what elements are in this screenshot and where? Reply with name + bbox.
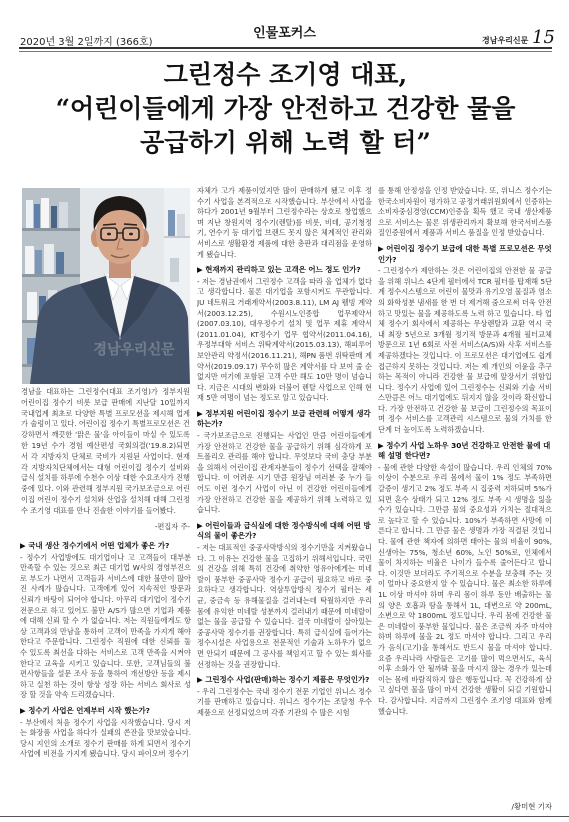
- headline-line-2: “어린이들에게 가장 안전하고 건강한 물을: [55, 94, 516, 123]
- interview-answer-continued: 자체가 고가 제품이었지만 많이 판매하게 됐고 이후 정수기 사업을 본격적으로 시작했습니다. 부산에서 사업을 하다가 2001년 9월부터 그린정수라는 상호로 창업했으며 지난 창원지역 정수기(렌탈)를 비롯, 비데, 공기청정기, 연수기 등 대기업 브랜드 못지 않은 체계적인 관리와 서비스로 생활환경 제품에 대한 총판과 대리점을 운영하게 됐습니다.: [197, 186, 372, 259]
- interview-answer: - 물에 관한 다양한 속설이 많습니다. 우리 인체의 70% 이상이 수분으로 우리 몸에서 물이 1% 정도 부족하면 갈증이 생기고 2% 정도 부족 시 집중력 저하되며 5%가 되면 혼수 상태가 되고 12% 정도 부족 시 생명을 잃을 수가 있습니다. 그만큼 물의 중요성과 가치는 절대적으로 높다고 할 수 있습니다. 10%가 부족하면 사망에 이른다고 합니다. 그 만큼 물은 생명과 가장 직결된 것입니다. 물에 관한 책자에 의하면 태아는 물의 비율이 90%, 신생아는 75%, 청소년 60%, 노인 50%로, 인체에서 물이 차지하는 비율은 나이가 들수록 줄어든다고 합니다. 이것만 보더라도 주기적으로 수분을 보충해 주는 것이 얼마나 중요한지 알 수 있습니다. 물은 최소한 하루에 1L 이상 마셔야 하며 우리 몸이 하루 동안 배출하는 물의 양은 호흡과 땀을 통해서 1L, 대변으로 약 200mL, 소변으로 약 1800mL 정도입니다. 우리 몸에 건강한 물은 미네랄이 풍부한 물입니다. 물은 조금씩 자주 마셔야 하며 하루에 물을 2L 정도 마셔야 합니다. 그리고 우리가 음식(고기)을 통해서도 반드시 물을 마셔야 합니다. 요즘 우리나라 사람들은 고기를 많이 먹으면서도, 육식 이후 소화가 안 될까봐 물을 마시지 않는 경우가 있는데 이는 몸에 바람직하지 않은 행동입니다. 꼭 건강하게 살고 싶다면 물을 많이 마셔 건강한 생활이 되길 기원합니다. 감사합니다. 지금까지 그린정수 조기영 대표와 함께 했습니다.: [378, 462, 552, 716]
- interview-question: ▶ 정부지원 어린이집 정수기 보급 관련해 어떻게 생각하는가?: [197, 408, 371, 429]
- article-column-2: [197, 186, 372, 814]
- interview-answer: - 그린정수가 제안하는 것은 어린이집의 안전한 물 공급을 위해 위니스 4단계 필터에서 TCR 필터를 탑재해 5단계 정수시스템으로 어린이 물맛과 유기오염 물질과 염소의 화학성분 냄새를 한 번 더 제거해 줌으로써 더욱 안전하고 맛있는 물을 제공하도록 노력 하고 있습니다. 타 업체 정수기 회사에서 제공하는 무상렌탈과 교환 역시 국내 최장 5년으로 3개월 정기적 방문과 4개월 필터교체 방문으로 1년 6회로 사전 서비스(A/S)와 사후 서비스를 제공하겠다는 것입니다. 이 프로모션은 대기업에도 쉽게 접근하지 못하는 것입니다. 저는 제 개인의 이윤을 추구하는 목적이 아니라 건강한 물 보급에 앞장서기 위함입니다. 정수기 사업에 있어 그린정수는 신뢰와 기술 서비스만큼은 어느 대기업에도 뒤지지 않을 것이라 확신합니다. 가장 안전하고 건강한 물 보급이 그린정수의 목표이며 정수 서비스를 고객관리 시스템으로 물의 가치를 한 단계 더 높이도록 노력하겠습니다.: [378, 266, 552, 435]
- interview-answer: - 저는 대표적인 중공사막방식의 정수기만을 지켜왔습니다. 그 이유는 건강한 물을 고집하기 위해서입니다. 국민의 건강을 위해 특히 건강에 취약한 영유아에게는 미네랄이 풍부한 중공사막 정수기 공급이 필요하고 바로 중요하다고 생각합니다. 역삼투압방식 정수기 필터는 세균, 중금속 등 유해물질을 걸러내는데 탁월하지만 우리 몸에 유익한 미네랄 성분까지 걸러내기 때문에 미네랄이 없는 물을 공급할 수 있습니다. 결국 미네랄이 살아있는 중공사막 정수기를 권장합니다. 특히 급식실에 들어가는 정수시설은 사업용으로 전문적인 기술과 노하우가 없으면 안되기 때문에 그 공사를 책임지고 할 수 있는 회사를 선정하는 것을 권장합니다.: [197, 543, 372, 669]
- header-rule: [19, 47, 552, 49]
- issue-date: 2020년 3월 2일까지 (366호): [20, 37, 153, 48]
- photo-watermark: 경남우리신문: [93, 342, 175, 358]
- header-rule-thin: [19, 51, 552, 52]
- interview-answer: - 국가보조금으로 진행되는 사업인 만큼 어린이들에게 가장 안전하고 건강한 물을 공급하기 위해 심각하게 포트폴리오 관리를 해야 합니다. 무엇보다 국비 충당 부분을 의해서 어린이집 관계자분들이 정수기 선택을 잘해야 합니다. 이 어려운 시기 만큼 원장님 여러분 중 누가 들어도 이런 정수기 사업이 아닌 이 건강한 어린이들에게 가장 안전하고 건강한 물을 제공하기 위해 노력하고 있습니다.: [197, 431, 372, 515]
- reporter-byline: /황미현 기자: [511, 802, 552, 811]
- headline-line-3: 공급하기 위해 노력 할 터”: [140, 128, 431, 157]
- portrait-photo: [22, 188, 190, 384]
- article-column-1: [20, 541, 191, 814]
- editor-note: -편집자 주-: [154, 522, 190, 531]
- footer-rule: [0, 816, 569, 817]
- interview-answer: - 부산에서 처음 정수기 사업을 시작했습니다. 당시 저는 화장품 사업을 하다가 실패의 쓴잔을 맛보았습니다. 당시 지인의 소개로 정수기 판매를 하게 되면서 정수기 사업에 비전을 가지게 됐습니다. 당시 파이오버 정수기: [20, 717, 191, 759]
- article-column-3: [378, 186, 552, 800]
- interview-answer: - 우리 그린정수는 국내 정수기 전문 기업인 위니스 정수기를 판매하고 있습니다. 위니스 정수기는 조달청 우수제품으로 선정되었으며 각종 기관의 수 많은 시험: [197, 686, 372, 717]
- interview-answer: - 정수기 사업방에도 대기업이나 고 고객들이 대부분 만족할 수 있는 것으로 최근 대기업 W사의 경영부진으로 부도가 나면서 고객들과 서비스에 대한 불만이 많아진 사례가 많습니다. 고객에게 있어 지속적인 방문과 신뢰가 바탕이 되어야 합니다. 아무리 대기업이 정수기 전문으로 하고 있어도 불만 A/S가 많으면 기업과 제품에 대해 신뢰 할 수 가 없습니다. 저는 직원들에게도 항상 고객과의 만남을 통하여 고객이 만족을 가지게 해야한다고 주문합니다. 그린정수 직원에 대한 신뢰를 둘 수 있도록 최선을 다하는 서비스로 고객 만족을 시켜야 한다고 교육을 시키고 있습니다. 또한, 고객님들의 불편사항들을 설문 조사 등을 통하여 개선방안 등을 제시하고 실천 하는 것이 항상 성장 하는 서비스 회사로 성장 할 것을 약속 드리겠습니다.: [20, 552, 191, 700]
- interview-question: ▶ 정수기 사업 노하우 30년 건강하고 안전한 물에 대해 설명 한다면?: [378, 440, 551, 461]
- interview-question: ▶ 어린이집 정수기 보급에 대한 특별 프로모션은 무엇인가?: [378, 243, 552, 264]
- lead-paragraph: 경남을 대표하는 그린정수(대표 조기영)가 정부지원 어린이집 정수기 비롯 보급 판매에 지난달 10일까지 국내업계 최초로 다양한 특별 프로모션을 제시해 업계가 술렁이고 있다. 어린이집 정수기 특별프로모션은 건강하면서 깨끗한 '맑은 물'을 아이들이 마실 수 있도록 한 19년 수가 경험 예산편성 국회의결('19.8.2)되면서 각 지방자치 단체로 국비가 지원된 사업이다. 현재 각 지방자치단체에서는 대형 어린이집 정수기 설비와 급식 설치를 하루에 수천수 이상 대한 수요조사가 진행중에 있다. 이와 관련해 정부지원 국가보조금으로 어린이집 어린이 정수기 설치와 산업을 설치해 대해 그린정수 조기영 대표를 만나 진솔한 이야기를 들어봤다.: [21, 387, 190, 515]
- interview-question: ▶ 그린정수 사업(판매)하는 정수기 제품은 무엇인가?: [197, 675, 370, 685]
- interview-answer: - 저는 경남권에서 그린정수 고객을 따라 올 업체가 없다고 생각합니다. 물론 대기업을 포함시켜도 무관합니다. JU 네트워크 거래계약서(2003.8.11), LM AJ 웰빙 계약서(2003.12.25), 수원시노인종합 업무제약서(2007.03.10), 대우정수기 설치 및 업무 제휴 계약서(2011.01.04), KT정수기 업무 협약서(2011.04.16), 우정부대학 서비스 위탁계약서(2015.03.13), 해피루어 보안관리 약정서(2016.11.21), 해PN 품번 위탁판매 계약서(2019.09.17) 무수히 많은 계약서를 다 보여 줄 순 없지만 여기에 포함된 고객 수만 해도 10만 명이 넘습니다. 지금은 시대의 변화와 더불어 렌탈 사업으로 인해 현재 5만 여명이 넘는 정도로 알고 있습니다.: [197, 276, 372, 403]
- interview-question: ▶ 현재까지 관리하고 있는 고객은 어느 정도 인가?: [197, 265, 361, 275]
- headline: [19, 58, 552, 160]
- interview-question: ▶ 국내 생산 정수기에서 어떤 업체가 좋은 가?: [20, 541, 170, 550]
- paper-name: 경남우리신문: [482, 36, 529, 45]
- interview-question: ▶ 어린이들과 급식실에 대한 정수방식에 대해 어떤 방식의 물이 좋은가?: [197, 520, 371, 541]
- headline-line-1: 그린정수 조기영 대표,: [163, 60, 408, 89]
- section-title: 인물포커스: [253, 26, 316, 41]
- interview-answer-continued: 를 통해 안정성을 인정 받았습니다. 또, 위니스 정수기는 한국소비자원이 평가하고 공정거래위원회에서 인증하는 소비자중심경영(CCM)인증을 획득 했고 국내 생산제품으로 서비스는 물론 위생관리까지 확보해 한국서비스품질인증원에서 제품과 서비스 품질을 인정 받았습니다.: [378, 186, 552, 238]
- page-number: 15: [532, 27, 555, 48]
- interview-question: ▶ 정수기 사업은 언제부터 시작 했는가?: [20, 705, 150, 715]
